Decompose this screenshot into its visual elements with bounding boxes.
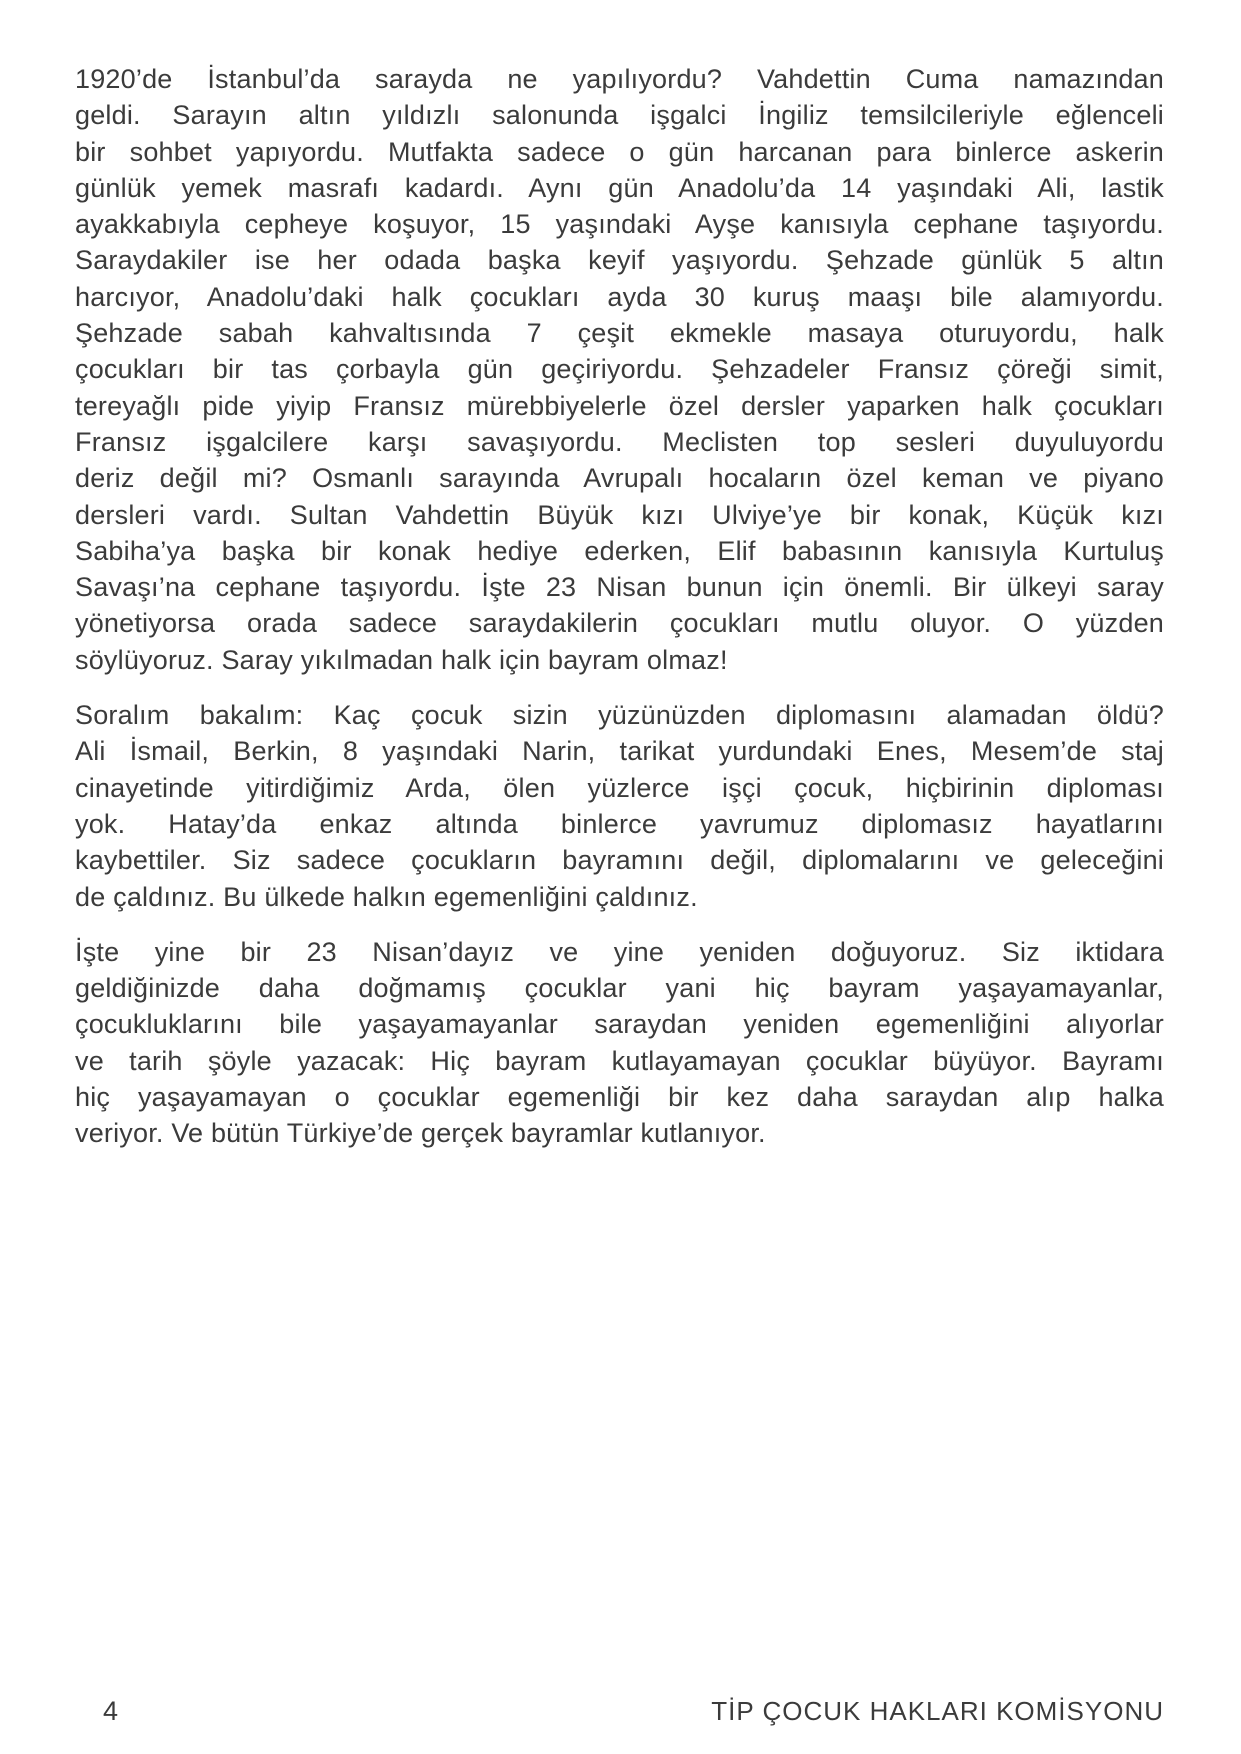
text-line: çocukluklarını bile yaşayamayanlar saraydan yeniden egemenliğini alıyorlar — [75, 1009, 1164, 1040]
text-line: günlük yemek masrafı kadardı. Aynı gün Anadolu’da 14 yaşındaki Ali, lastik — [75, 172, 1164, 203]
text-line: Saraydakiler ise her odada başka keyif yaşıyordu. Şehzade günlük 5 altın — [75, 245, 1164, 276]
footer-committee-name: TİP ÇOCUK HAKLARI KOMİSYONU — [711, 1696, 1164, 1726]
text-line: harcıyor, Anadolu’daki halk çocukları ayda 30 kuruş maaşı bile alamıyordu. — [75, 281, 1164, 312]
paragraph — [75, 61, 1164, 678]
paragraph — [75, 934, 1164, 1152]
text-line: çocukları bir tas çorbayla gün geçiriyordu. Şehzadeler Fransız çöreği simit, — [75, 354, 1164, 385]
text-line: Sabiha’ya başka bir konak hediye ederken, Elif babasının kanısıyla Kurtuluş — [75, 535, 1164, 566]
text-line: de çaldınız. Bu ülkede halkın egemenliğini çaldınız. — [75, 881, 698, 912]
text-line: Şehzade sabah kahvaltısında 7 çeşit ekmekle masaya oturuyordu, halk — [75, 318, 1164, 349]
text-line: yönetiyorsa orada sadece saraydakilerin çocukları mutlu oluyor. O yüzden — [75, 608, 1164, 639]
page-footer — [0, 1694, 1241, 1728]
text-line: kaybettiler. Siz sadece çocukların bayramını değil, diplomalarını ve geleceğini — [75, 845, 1164, 876]
paragraph — [75, 697, 1164, 915]
page-number: 4 — [103, 1696, 119, 1726]
text-line: Soralım bakalım: Kaç çocuk sizin yüzünüzden diplomasını alamadan öldü? — [75, 700, 1164, 731]
text-line: ve tarih şöyle yazacak: Hiç bayram kutlayamayan çocuklar büyüyor. Bayramı — [75, 1045, 1164, 1076]
text-line: İşte yine bir 23 Nisan’dayız ve yine yeniden doğuyoruz. Siz iktidara — [75, 936, 1164, 967]
text-line: söylüyoruz. Saray yıkılmadan halk için bayram olmaz! — [75, 644, 728, 675]
body-text — [75, 61, 1164, 1171]
text-line: dersleri vardı. Sultan Vahdettin Büyük kızı Ulviye’ye bir konak, Küçük kızı — [75, 499, 1164, 530]
text-line: geldi. Sarayın altın yıldızlı salonunda işgalci İngiliz temsilcileriyle eğlenceli — [75, 100, 1164, 131]
text-line: Ali İsmail, Berkin, 8 yaşındaki Narin, tarikat yurdundaki Enes, Mesem’de staj — [75, 736, 1164, 767]
text-line: geldiğinizde daha doğmamış çocuklar yani hiç bayram yaşayamayanlar, — [75, 973, 1164, 1004]
text-line: yok. Hatay’da enkaz altında binlerce yavrumuz diplomasız hayatlarını — [75, 808, 1164, 839]
text-line: 1920’de İstanbul’da sarayda ne yapılıyordu? Vahdettin Cuma namazından — [75, 64, 1164, 94]
text-line: hiç yaşayamayan o çocuklar egemenliği bir kez daha saraydan alıp halka — [75, 1082, 1164, 1113]
text-line: Fransız işgalcilere karşı savaşıyordu. Meclisten top sesleri duyuluyordu — [75, 426, 1164, 457]
text-line: veriyor. Ve bütün Türkiye’de gerçek bayramlar kutlanıyor. — [75, 1118, 766, 1149]
text-line: deriz değil mi? Osmanlı sarayında Avrupalı hocaların özel keman ve piyano — [75, 463, 1164, 494]
text-line: Savaşı’na cephane taşıyordu. İşte 23 Nisan bunun için önemli. Bir ülkeyi saray — [75, 572, 1164, 603]
text-line: bir sohbet yapıyordu. Mutfakta sadece o gün harcanan para binlerce askerin — [75, 136, 1164, 167]
text-line: ayakkabıyla cepheye koşuyor, 15 yaşındaki Ayşe kanısıyla cephane taşıyordu. — [75, 209, 1164, 240]
text-line: cinayetinde yitirdiğimiz Arda, ölen yüzlerce işçi çocuk, hiçbirinin diploması — [75, 772, 1164, 803]
text-line: tereyağlı pide yiyip Fransız mürebbiyelerle özel dersler yaparken halk çocukları — [75, 390, 1164, 421]
